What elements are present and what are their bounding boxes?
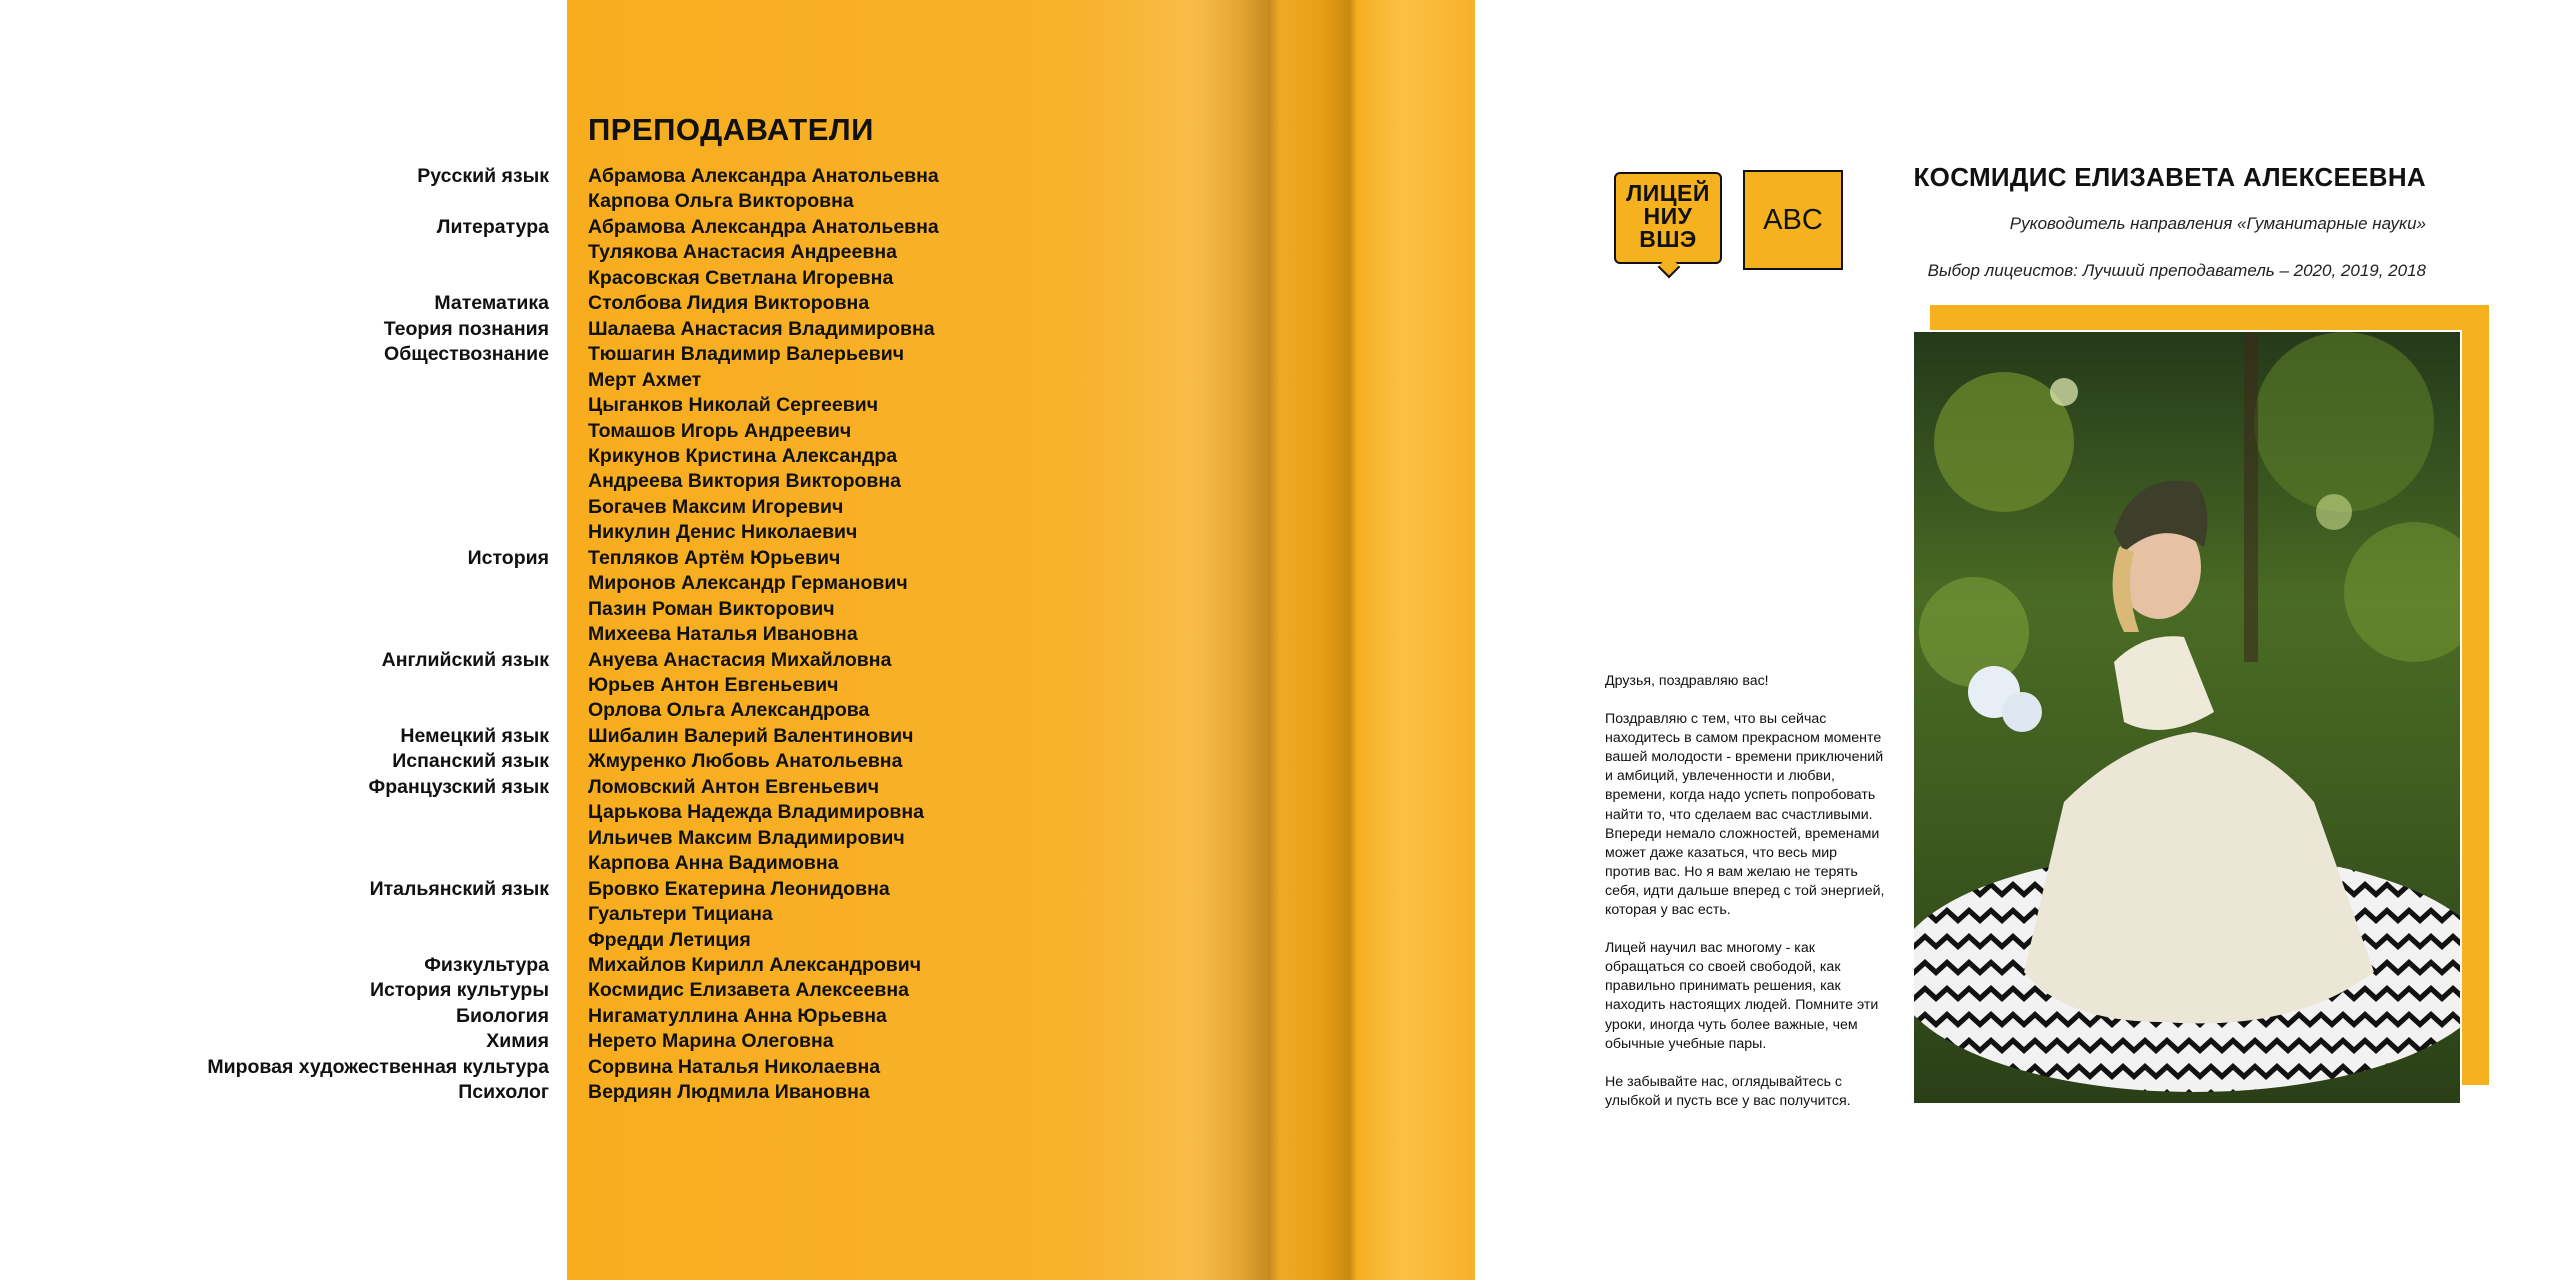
teacher-entry: Юрьев Антон Евгеньевич (588, 674, 839, 696)
teacher-role: Руководитель направления «Гуманитарные науки» (2009, 214, 2426, 233)
teacher-entry: Ломовский Антон Евгеньевич (588, 775, 880, 798)
subject-label: Немецкий язык (400, 724, 549, 747)
teacher-award: Выбор лицеистов: Лучший преподаватель – 2020, 2019, 2018 (1927, 261, 2426, 280)
teacher-entry: Бровко Екатерина Леонидовна (588, 877, 890, 900)
subject-label: Литература (436, 215, 549, 238)
teacher-photo-illustration (1914, 332, 2460, 1103)
lyceum-logo-line: ВШЭ (1639, 226, 1697, 252)
subject-label: Английский язык (381, 648, 549, 671)
teacher-entry: Тепляков Артём Юрьевич (588, 546, 841, 569)
teacher-entry: Карпова Ольга Викторовна (588, 190, 854, 213)
lyceum-logo (1614, 172, 1722, 264)
teacher-entry: Тулякова Анастасия Андреевна (588, 241, 897, 264)
teacher-entry: Абрамова Александра Анатольевна (588, 165, 939, 187)
teacher-entry: Вердиян Людмила Ивановна (588, 1081, 870, 1104)
teacher-entry: Фредди Летиция (588, 928, 751, 951)
teacher-entry: Шибалин Валерий Валентинович (588, 724, 914, 747)
teacher-entry: Нигаматуллина Анна Юрьевна (588, 1004, 887, 1027)
teacher-entry: Жмуренко Любовь Анатольевна (588, 750, 903, 773)
subject-label: Испанский язык (392, 750, 549, 773)
teacher-entry: Крикунов Кристина Александра (588, 444, 898, 467)
subject-label: Химия (486, 1030, 549, 1053)
teacher-entry: Нерето Марина Олеговна (588, 1030, 834, 1053)
subject-label: Мировая художественная культура (207, 1055, 549, 1078)
teacher-entry: Абрамова Александра Анатольевна (588, 215, 939, 238)
subject-label: Обществознание (384, 343, 549, 366)
teacher-entry: Ильичев Максим Владимирович (588, 826, 905, 849)
letter-paragraph: Друзья, поздравляю вас! (1605, 673, 1769, 689)
subject-label: Математика (434, 292, 549, 315)
teacher-entry: Космидис Елизавета Алексеевна (588, 979, 909, 1002)
teacher-name: КОСМИДИС ЕЛИЗАВЕТА АЛЕКСЕЕВНА (1913, 162, 2426, 192)
subject-label: Теория познания (383, 317, 549, 340)
teacher-entry: Михеева Наталья Ивановна (588, 623, 858, 646)
teacher-entry: Миронов Александр Германович (588, 572, 908, 595)
abc-logo: ABC (1743, 170, 1843, 270)
lyceum-logo-line: НИУ (1643, 203, 1693, 229)
teacher-entry: Царькова Надежда Владимировна (588, 801, 925, 824)
teacher-entry: Пазин Роман Викторович (588, 597, 835, 620)
teacher-entry: Шалаева Анастасия Владимировна (588, 317, 935, 340)
teacher-entry: Михайлов Кирилл Александрович (588, 953, 922, 976)
subject-label: История (467, 546, 549, 569)
teacher-entry: Орлова Ольга Александрова (588, 699, 870, 722)
subject-label: История культуры (370, 979, 549, 1002)
teacher-entry: Андреева Виктория Викторовна (588, 470, 902, 493)
subject-label: Французский язык (368, 775, 549, 798)
subject-label: Биология (456, 1004, 549, 1027)
teacher-entry: Столбова Лидия Викторовна (588, 292, 870, 315)
subject-label: Итальянский язык (369, 877, 549, 900)
lyceum-logo-pointer (1658, 256, 1681, 279)
subject-label: Русский язык (417, 165, 549, 187)
subject-label: Психолог (458, 1081, 549, 1104)
teacher-entry: Никулин Денис Николаевич (588, 521, 858, 544)
teacher-entry: Сорвина Наталья Николаевна (588, 1055, 881, 1078)
teacher-entry: Томашов Игорь Андреевич (588, 419, 852, 442)
teacher-entry: Ануева Анастасия Михайловна (588, 648, 892, 671)
lyceum-logo-line: ЛИЦЕЙ (1626, 180, 1710, 206)
teacher-entry: Богачев Максим Игоревич (588, 495, 844, 518)
teacher-entry: Гуальтери Тициана (588, 903, 773, 926)
teacher-entry: Красовская Светлана Игоревна (588, 266, 894, 289)
subject-label: Физкультура (424, 953, 549, 976)
teachers-heading: ПРЕПОДАВАТЕЛИ (588, 112, 874, 147)
teacher-entry: Тюшагин Владимир Валерьевич (588, 343, 905, 366)
teacher-photo (1912, 330, 2462, 1105)
teacher-entry: Карпова Анна Вадимовна (588, 852, 839, 875)
book-fold-shadow (1190, 0, 1280, 1280)
teacher-entry: Мерт Ахмет (588, 368, 702, 391)
congratulation-letter (1605, 672, 1885, 1130)
letter-paragraph: Не забывайте нас, оглядывайтесь с улыбкой и пусть все у вас получится. (1605, 1073, 1851, 1109)
teacher-entry: Цыганков Николай Сергеевич (588, 394, 879, 417)
letter-paragraph: Лицей научил вас многому - как обращаться со своей свободой, как правильно принимать решения, как находить настоящих людей. Помните эти уроки, иногда чуть более важные, чем обычные учебные пары. (1605, 940, 1879, 1052)
letter-paragraph: Поздравляю с тем, что вы сейчас находитесь в самом прекрасном моменте вашей молодости - времени приключений и амбиций, увлеченности и любви, времени, когда надо успеть попробовать найти то, что сделаем вас счастливыми. Впереди немало сложностей, временами может даже казаться, что весь мир против вас. Но я вам желаю не терять себя, идти дальше вперед с той энергией, которая у вас есть. (1605, 711, 1885, 919)
